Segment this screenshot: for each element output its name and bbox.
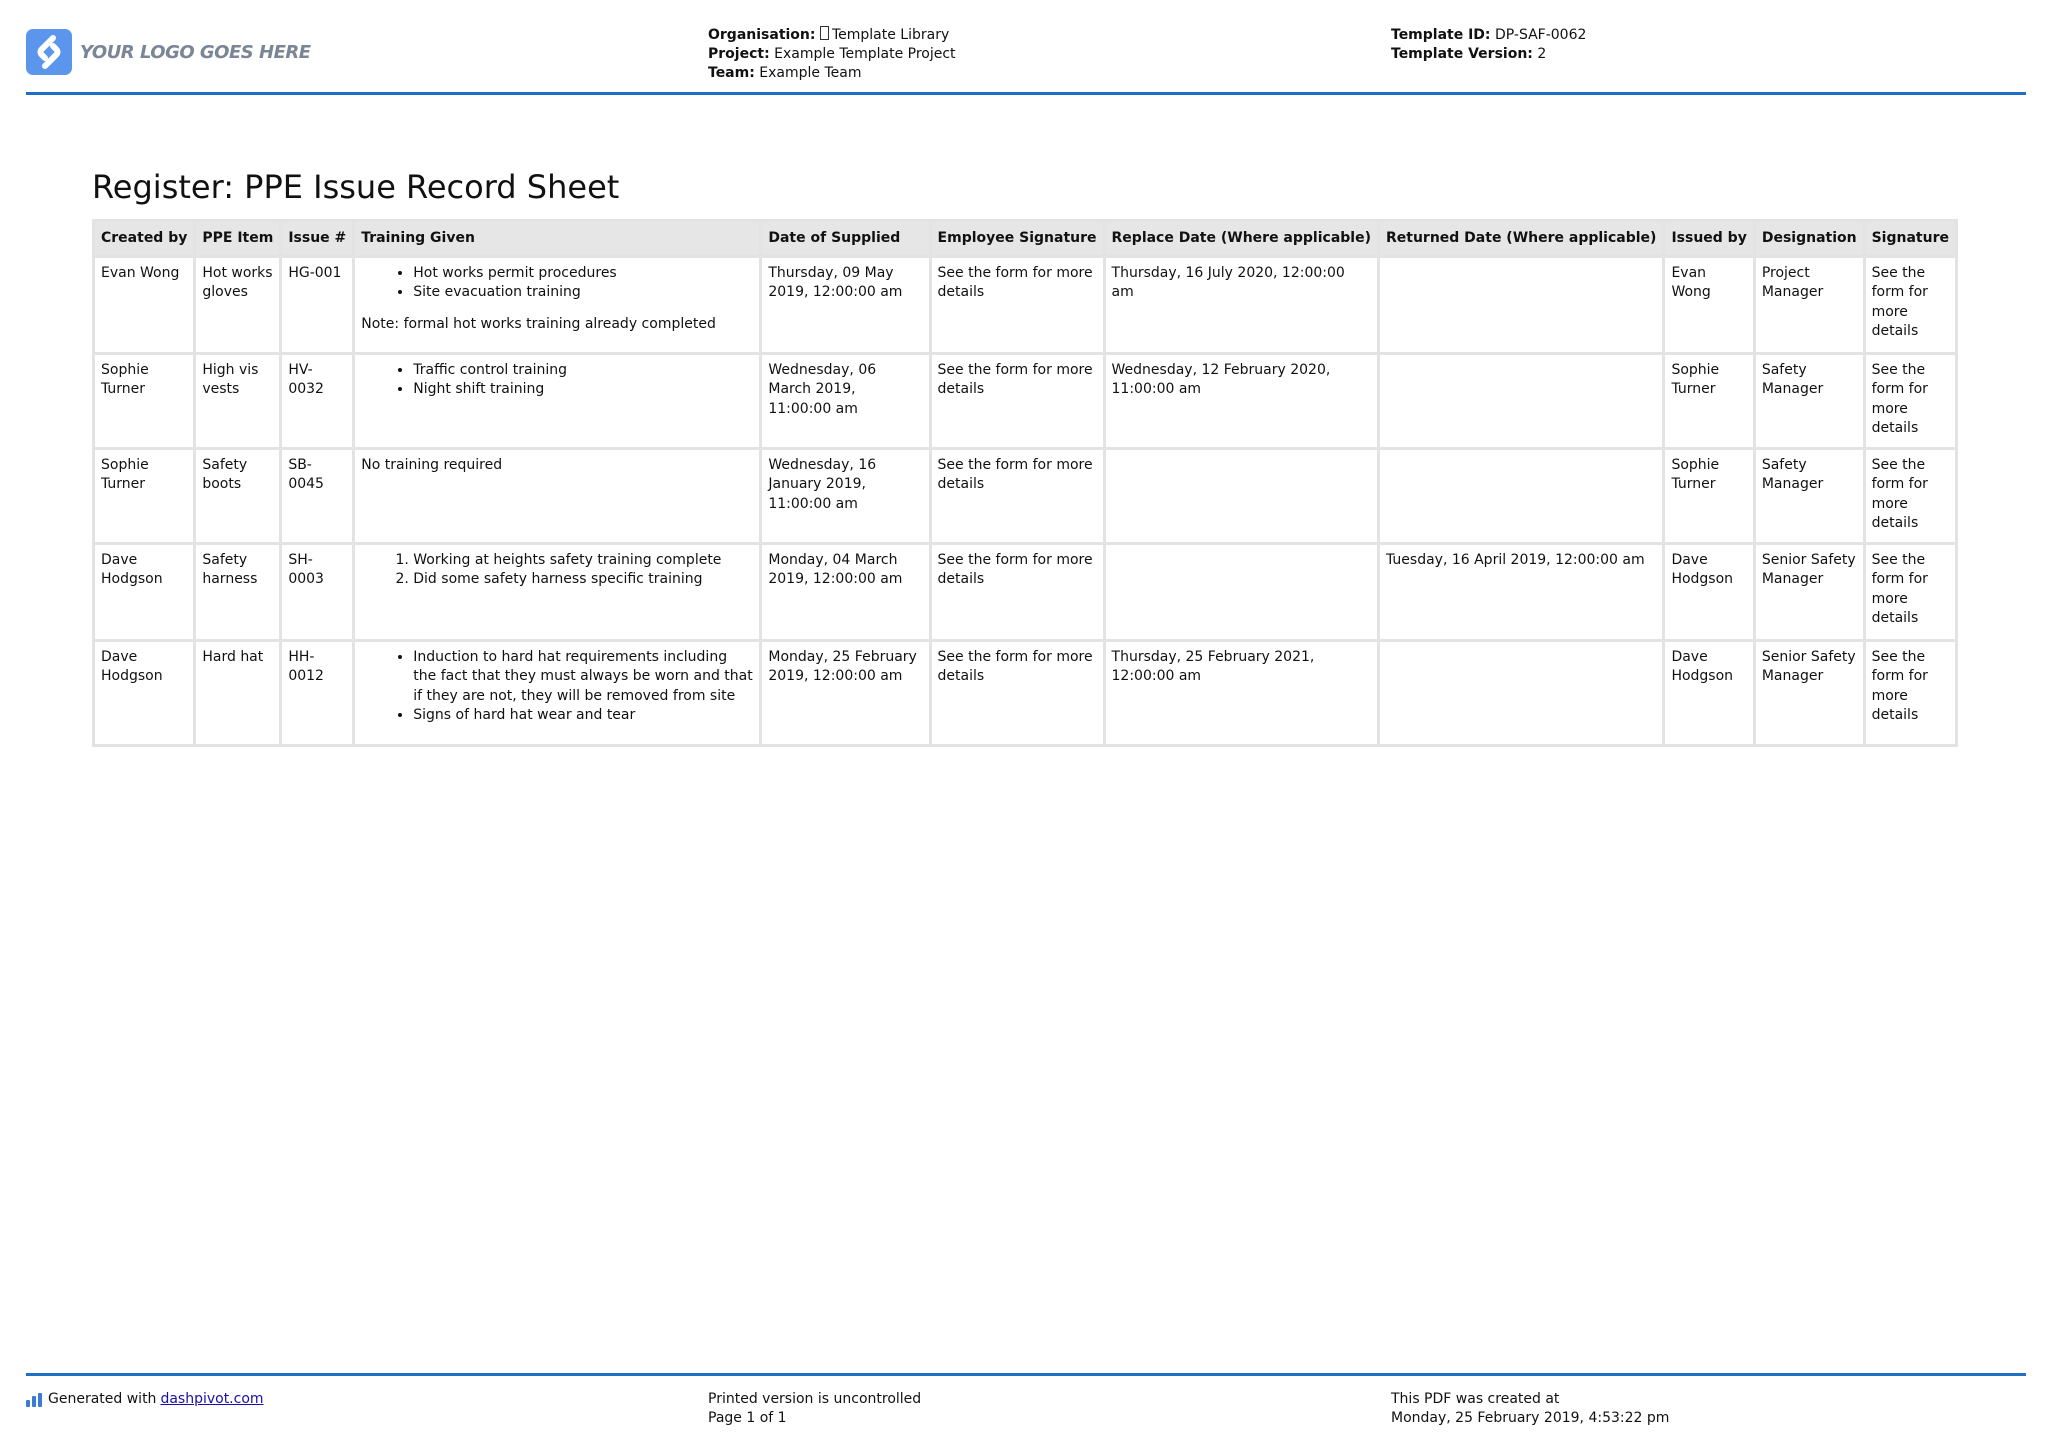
cell-issue-number: SB-0045 xyxy=(281,448,354,543)
dashpivot-bars-icon xyxy=(26,1393,42,1407)
cell-employee-signature: See the form for more details xyxy=(930,353,1104,448)
training-item: • Night shift training xyxy=(413,380,753,400)
cell-replace-date xyxy=(1104,448,1378,543)
cell-created-by: Dave Hodgson xyxy=(94,640,195,745)
table-row xyxy=(94,353,1957,448)
col-header-ppe-item: PPE Item xyxy=(195,221,281,257)
cell-employee-signature: See the form for more details xyxy=(930,543,1104,640)
training-item: 1. Working at heights safety training complete xyxy=(413,551,753,571)
project-row xyxy=(708,45,956,64)
col-header-issue-number: Issue # xyxy=(281,221,354,257)
cell-designation: Safety Manager xyxy=(1754,448,1864,543)
cell-training-given: No training required xyxy=(354,448,761,543)
training-list xyxy=(361,361,753,400)
training-item: • Hot works permit procedures xyxy=(413,264,753,284)
cell-created-by: Sophie Turner xyxy=(94,353,195,448)
page-footer xyxy=(26,1373,2026,1426)
training-item: • Site evacuation training xyxy=(413,283,753,303)
col-header-signature: Signature xyxy=(1864,221,1956,257)
cell-date-supplied: Thursday, 09 May 2019, 12:00:00 am xyxy=(761,256,930,353)
page-title: Register: PPE Issue Record Sheet xyxy=(92,168,620,206)
cell-designation: Safety Manager xyxy=(1754,353,1864,448)
cell-signature: See the form for more details xyxy=(1864,353,1956,448)
page-number: Page 1 of 1 xyxy=(708,1410,787,1426)
cell-signature: See the form for more details xyxy=(1864,640,1956,745)
training-item: • Traffic control training xyxy=(413,361,753,381)
cell-issue-number: HG-001 xyxy=(281,256,354,353)
cell-issued-by: Evan Wong xyxy=(1664,256,1754,353)
cell-created-by: Sophie Turner xyxy=(94,448,195,543)
footer-created-info xyxy=(1391,1390,1669,1428)
cell-replace-date: Thursday, 25 February 2021, 12:00:00 am xyxy=(1104,640,1378,745)
cell-signature: See the form for more details xyxy=(1864,543,1956,640)
cell-training-given xyxy=(354,353,761,448)
cell-issued-by: Dave Hodgson xyxy=(1664,640,1754,745)
template-id-row xyxy=(1391,26,1586,45)
cell-date-supplied: Wednesday, 06 March 2019, 11:00:00 am xyxy=(761,353,930,448)
cell-replace-date xyxy=(1104,543,1378,640)
cell-issue-number: HV-0032 xyxy=(281,353,354,448)
footer-generated xyxy=(26,1390,264,1409)
team-row xyxy=(708,64,956,83)
col-header-issued-by: Issued by xyxy=(1664,221,1754,257)
cell-employee-signature: See the form for more details xyxy=(930,640,1104,745)
table-row xyxy=(94,256,1957,353)
training-item: • Signs of hard hat wear and tear xyxy=(413,706,753,726)
cell-replace-date: Wednesday, 12 February 2020, 11:00:00 am xyxy=(1104,353,1378,448)
logo-text: YOUR LOGO GOES HERE xyxy=(80,41,311,63)
cell-replace-date: Thursday, 16 July 2020, 12:00:00 am xyxy=(1104,256,1378,353)
training-note: Note: formal hot works training already completed xyxy=(361,315,716,332)
cell-designation: Senior Safety Manager xyxy=(1754,640,1864,745)
cell-returned-date xyxy=(1378,256,1663,353)
template-version-value: 2 xyxy=(1537,46,1547,62)
cell-issue-number: HH-0012 xyxy=(281,640,354,745)
cell-issued-by: Sophie Turner xyxy=(1664,448,1754,543)
page-header xyxy=(26,0,2026,95)
cell-date-supplied: Monday, 25 February 2019, 12:00:00 am xyxy=(761,640,930,745)
training-list xyxy=(361,551,753,590)
cell-signature: See the form for more details xyxy=(1864,256,1956,353)
cell-issued-by: Dave Hodgson xyxy=(1664,543,1754,640)
col-header-employee-signature: Employee Signature xyxy=(930,221,1104,257)
organisation-icon xyxy=(820,26,829,40)
cell-issued-by: Sophie Turner xyxy=(1664,353,1754,448)
training-list xyxy=(361,264,753,303)
col-header-created-by: Created by xyxy=(94,221,195,257)
table-row xyxy=(94,543,1957,640)
cell-employee-signature: See the form for more details xyxy=(930,448,1104,543)
dashpivot-link[interactable]: dashpivot.com xyxy=(160,1391,264,1407)
table-header-row xyxy=(94,221,1957,257)
cell-date-supplied: Wednesday, 16 January 2019, 11:00:00 am xyxy=(761,448,930,543)
cell-designation: Project Manager xyxy=(1754,256,1864,353)
cell-training-given xyxy=(354,256,761,353)
template-version-label: Template Version: xyxy=(1391,46,1533,62)
created-timestamp: Monday, 25 February 2019, 4:53:22 pm xyxy=(1391,1410,1670,1426)
cell-employee-signature: See the form for more details xyxy=(930,256,1104,353)
cell-date-supplied: Monday, 04 March 2019, 12:00:00 am xyxy=(761,543,930,640)
cell-issue-number: SH-0003 xyxy=(281,543,354,640)
cell-training-given xyxy=(354,640,761,745)
col-header-training-given: Training Given xyxy=(354,221,761,257)
cell-ppe-item: High vis vests xyxy=(195,353,281,448)
header-meta-template xyxy=(1391,26,1586,64)
created-label: This PDF was created at xyxy=(1391,1391,1560,1407)
cell-signature: See the form for more details xyxy=(1864,448,1956,543)
template-id-value: DP-SAF-0062 xyxy=(1494,27,1587,43)
cell-ppe-item: Safety harness xyxy=(195,543,281,640)
col-header-returned-date: Returned Date (Where applicable) xyxy=(1378,221,1663,257)
cell-designation: Senior Safety Manager xyxy=(1754,543,1864,640)
cell-training-given xyxy=(354,543,761,640)
cell-created-by: Evan Wong xyxy=(94,256,195,353)
cell-returned-date xyxy=(1378,448,1663,543)
template-id-label: Template ID: xyxy=(1391,27,1491,43)
col-header-designation: Designation xyxy=(1754,221,1864,257)
team-label: Team: xyxy=(708,65,755,81)
training-list xyxy=(361,648,753,726)
organisation-value: Template Library xyxy=(831,27,950,43)
organisation-row xyxy=(708,26,956,45)
cell-ppe-item: Hard hat xyxy=(195,640,281,745)
training-item: 2. Did some safety harness specific training xyxy=(413,570,753,590)
col-header-replace-date: Replace Date (Where applicable) xyxy=(1104,221,1378,257)
logo-icon xyxy=(26,29,72,75)
generated-prefix: Generated with xyxy=(48,1391,157,1407)
organisation-label: Organisation: xyxy=(708,27,816,43)
project-value: Example Template Project xyxy=(774,46,956,62)
table-row xyxy=(94,640,1957,745)
cell-created-by: Dave Hodgson xyxy=(94,543,195,640)
template-version-row xyxy=(1391,45,1586,64)
register-table xyxy=(92,219,1958,747)
cell-ppe-item: Hot works gloves xyxy=(195,256,281,353)
cell-returned-date xyxy=(1378,353,1663,448)
table-row xyxy=(94,448,1957,543)
col-header-date-supplied: Date of Supplied xyxy=(761,221,930,257)
footer-print-info xyxy=(708,1390,921,1428)
logo xyxy=(26,29,311,75)
team-value: Example Team xyxy=(759,65,862,81)
header-meta-project xyxy=(708,26,956,83)
training-item: • Induction to hard hat requirements including the fact that they must always be worn and that if they are not, they will be removed from site xyxy=(413,648,753,707)
cell-returned-date xyxy=(1378,640,1663,745)
project-label: Project: xyxy=(708,46,770,62)
uncontrolled-notice: Printed version is uncontrolled xyxy=(708,1391,922,1407)
cell-ppe-item: Safety boots xyxy=(195,448,281,543)
cell-returned-date: Tuesday, 16 April 2019, 12:00:00 am xyxy=(1378,543,1663,640)
